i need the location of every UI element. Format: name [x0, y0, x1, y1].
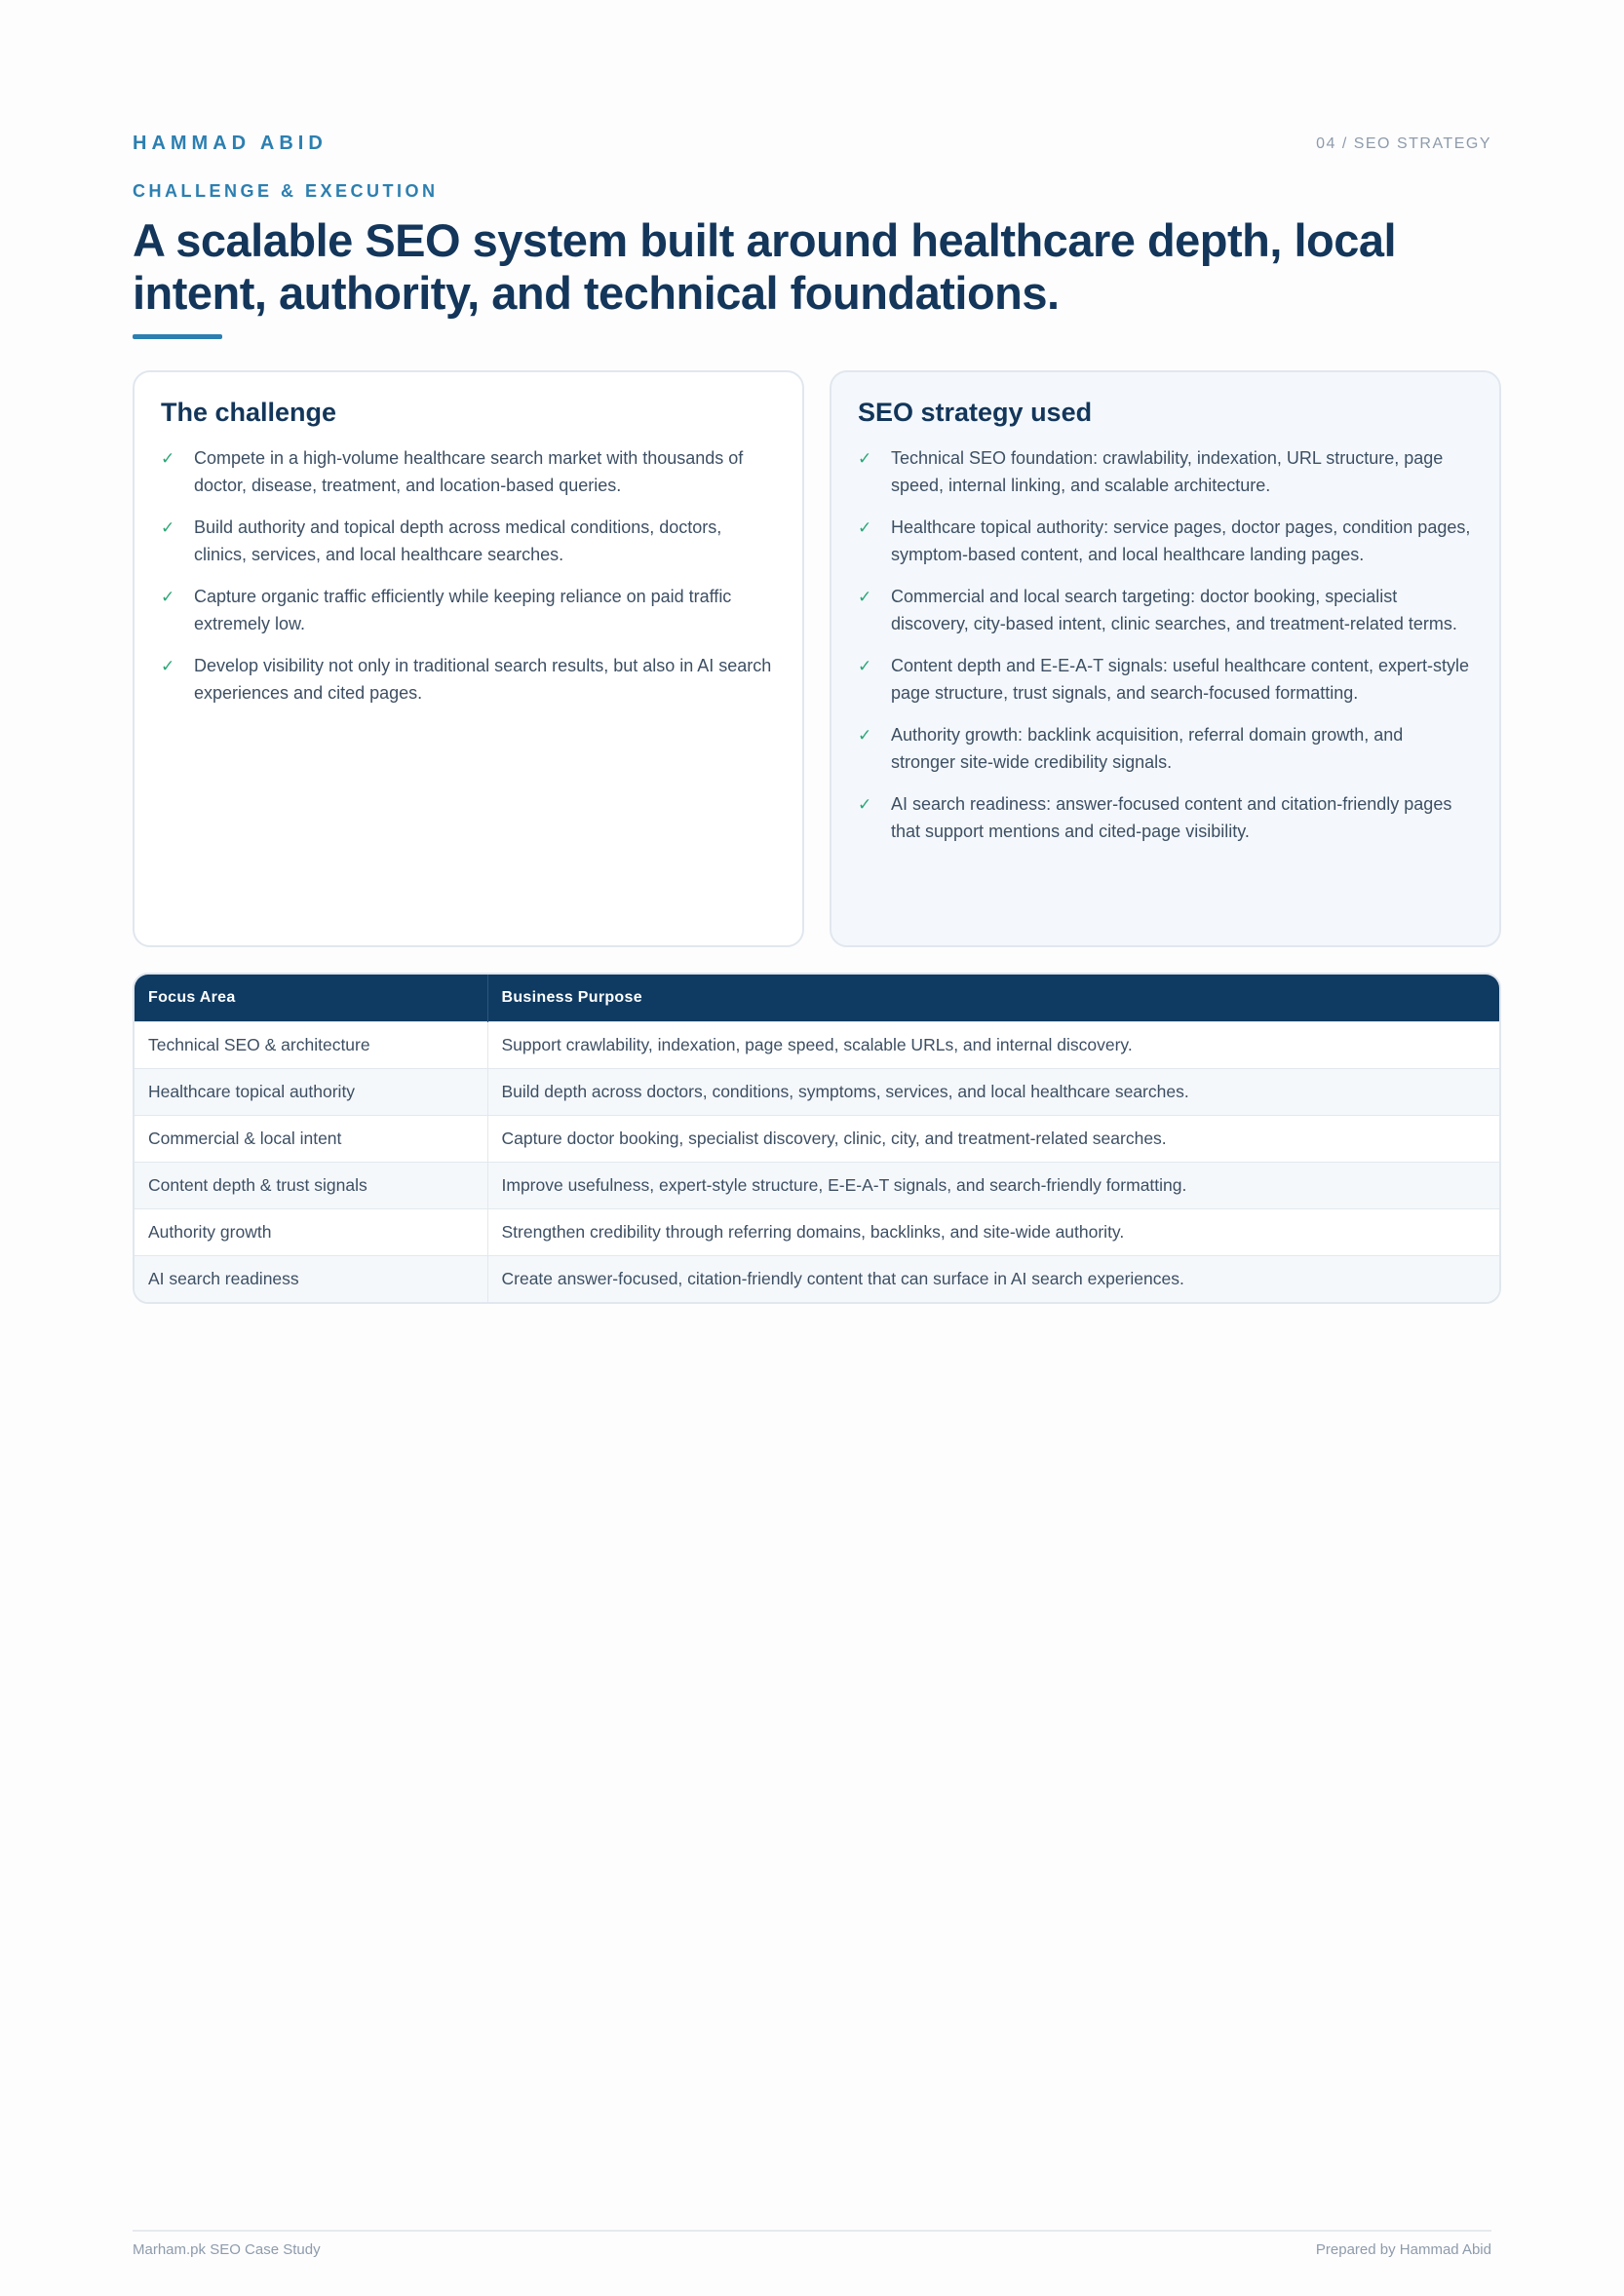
challenge-card-title: The challenge: [161, 398, 337, 427]
title-underline: [133, 334, 222, 339]
check-icon: ✓: [161, 518, 175, 537]
table-row: [135, 1208, 1499, 1255]
footer-right-text: Prepared by Hammad Abid: [1315, 2241, 1491, 2258]
list-item-text: Compete in a high-volume healthcare search market with thousands of doctor, disease, treatment, and location-based queries.: [194, 448, 744, 495]
business-purpose-cell: Strengthen credibility through referring domains, backlinks, and site-wide authority.: [487, 1208, 1499, 1255]
focus-area-cell: Healthcare topical authority: [135, 1068, 487, 1115]
page-header: [133, 133, 1491, 155]
table-body: [135, 1021, 1499, 1302]
list-item-text: Content depth and E-E-A-T signals: useful healthcare content, expert-style page structure, trust signals, and search-focused formatting.: [891, 656, 1469, 703]
strategy-list: [858, 445, 1472, 845]
list-item: [858, 722, 1472, 776]
check-icon: ✓: [161, 449, 175, 468]
column-header-business-purpose: Business Purpose: [487, 975, 1499, 1021]
business-purpose-cell: Create answer-focused, citation-friendly content that can surface in AI search experiences.: [487, 1255, 1499, 1302]
column-header-focus-area: Focus Area: [135, 975, 487, 1021]
focus-area-cell: Technical SEO & architecture: [135, 1021, 487, 1068]
list-item: [858, 584, 1472, 637]
list-item: [161, 584, 775, 637]
list-item-text: Commercial and local search targeting: doctor booking, specialist discovery, city-based intent, clinic searches, and treatment-related terms.: [891, 587, 1457, 633]
page-title: A scalable SEO system built around healthcare depth, local intent, authority, and technical foundations.: [133, 214, 1397, 319]
check-icon: ✓: [161, 588, 175, 606]
table-row: [135, 1255, 1499, 1302]
list-item-text: AI search readiness: answer-focused content and citation-friendly pages that support mentions and cited-page visibility.: [891, 794, 1452, 841]
check-icon: ✓: [858, 657, 872, 675]
brand-name: HAMMAD ABID: [133, 133, 328, 154]
business-purpose-cell: Support crawlability, indexation, page speed, scalable URLs, and internal discovery.: [487, 1021, 1499, 1068]
focus-area-cell: Content depth & trust signals: [135, 1162, 487, 1208]
table-header-row: [135, 975, 1499, 1021]
business-purpose-cell: Capture doctor booking, specialist discovery, clinic, city, and treatment-related searches.: [487, 1115, 1499, 1162]
check-icon: ✓: [858, 518, 872, 537]
check-icon: ✓: [161, 657, 175, 675]
check-icon: ✓: [858, 449, 872, 468]
list-item-text: Authority growth: backlink acquisition, referral domain growth, and stronger site-wide credibility signals.: [891, 725, 1404, 772]
table-row: [135, 1162, 1499, 1208]
business-purpose-cell: Improve usefulness, expert-style structure, E-E-A-T signals, and search-friendly formatting.: [487, 1162, 1499, 1208]
list-item-text: Healthcare topical authority: service pages, doctor pages, condition pages, symptom-based content, and local healthcare landing pages.: [891, 517, 1471, 564]
focus-table: [135, 975, 1499, 1302]
strategy-card: [830, 370, 1501, 947]
list-item: [161, 445, 775, 499]
list-item: [161, 653, 775, 707]
focus-table-container: [133, 973, 1501, 1304]
list-item: [858, 653, 1472, 707]
list-item: [858, 791, 1472, 845]
list-item-text: Develop visibility not only in traditional search results, but also in AI search experiences and cited pages.: [194, 656, 772, 703]
list-item: [858, 445, 1472, 499]
strategy-card-title: SEO strategy used: [858, 398, 1093, 427]
section-eyebrow: CHALLENGE & EXECUTION: [133, 181, 439, 201]
list-item: [858, 515, 1472, 568]
cards-row: [133, 370, 1501, 947]
challenge-card: [133, 370, 804, 947]
page-label: 04 / SEO STRATEGY: [1316, 134, 1491, 152]
check-icon: ✓: [858, 795, 872, 814]
footer-left-text: Marham.pk SEO Case Study: [133, 2241, 321, 2258]
check-icon: ✓: [858, 726, 872, 745]
check-icon: ✓: [858, 588, 872, 606]
focus-area-cell: Authority growth: [135, 1208, 487, 1255]
list-item-text: Capture organic traffic efficiently while keeping reliance on paid traffic extremely low.: [194, 587, 732, 633]
table-row: [135, 1021, 1499, 1068]
business-purpose-cell: Build depth across doctors, conditions, symptoms, services, and local healthcare searches.: [487, 1068, 1499, 1115]
table-row: [135, 1115, 1499, 1162]
table-row: [135, 1068, 1499, 1115]
focus-area-cell: Commercial & local intent: [135, 1115, 487, 1162]
challenge-list: [161, 445, 775, 707]
page-footer: [133, 2230, 1491, 2258]
list-item: [161, 515, 775, 568]
list-item-text: Build authority and topical depth across medical conditions, doctors, clinics, services, and local healthcare searches.: [194, 517, 722, 564]
list-item-text: Technical SEO foundation: crawlability, indexation, URL structure, page speed, internal linking, and scalable architecture.: [891, 448, 1444, 495]
focus-area-cell: AI search readiness: [135, 1255, 487, 1302]
